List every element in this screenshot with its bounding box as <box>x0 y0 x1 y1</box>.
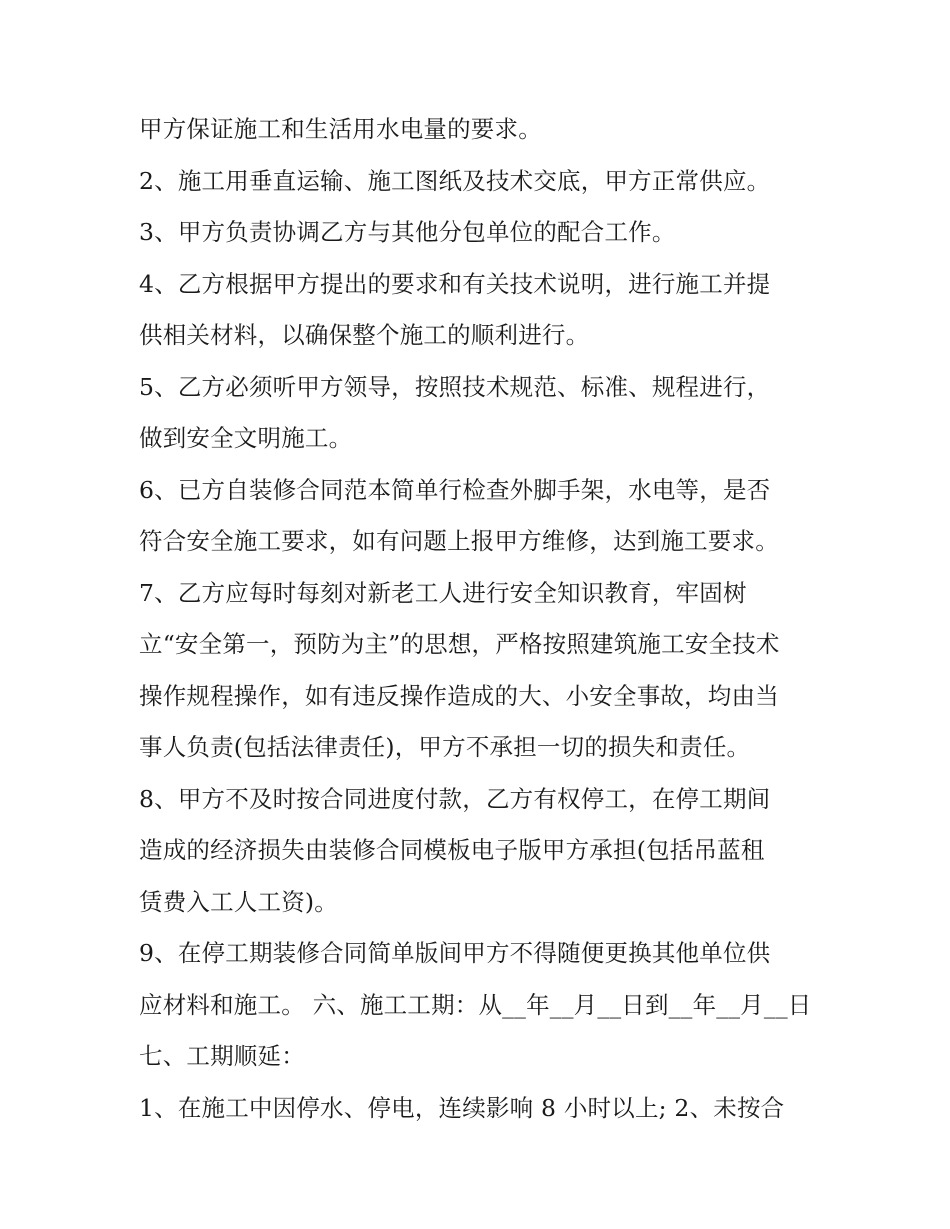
text-line: 造成的经济损失由装修合同模板电子版甲方承担(包括吊蓝租 <box>139 836 765 864</box>
text-line: 事人负责(包括法律责任)，甲方不承担一切的损失和责任。 <box>139 733 751 761</box>
text-line: 9、在停工期装修合同简单版间甲方不得随便更换其他单位供 <box>139 939 771 967</box>
document-body <box>139 104 839 1134</box>
text-line: 供相关材料，以确保整个施工的顺利进行。 <box>139 321 590 349</box>
text-line: 1、在施工中因停水、停电，连续影响 8 小时以上; 2、未按合 <box>139 1093 785 1122</box>
text-line: 应材料和施工。 六、施工工期：从__年__月__日到__年__月__日 <box>139 990 812 1019</box>
text-line: 操作规程操作，如有违反操作造成的大、小安全事故，均由当 <box>139 681 779 710</box>
text-line: 3、甲方负责协调乙方与其他分包单位的配合工作。 <box>139 218 676 246</box>
text-line: 6、已方自装修合同范本简单行检查外脚手架，水电等，是否 <box>139 475 771 504</box>
text-line: 立“安全第一，预防为主”的思想，严格按照建筑施工安全技术 <box>139 630 780 658</box>
text-line: 甲方保证施工和生活用水电量的要求。 <box>139 115 542 143</box>
text-line: 做到安全文明施工。 <box>139 424 353 452</box>
text-line: 2、施工用垂直运输、施工图纸及技术交底，甲方正常供应。 <box>139 166 771 195</box>
text-line: 8、甲方不及时按合同进度付款，乙方有权停工，在停工期间 <box>139 784 771 813</box>
text-line: 4、乙方根据甲方提出的要求和有关技术说明，进行施工并提 <box>139 269 771 298</box>
text-line: 7、乙方应每时每刻对新老工人进行安全知识教育，牢固树 <box>139 578 747 607</box>
text-line: 5、乙方必须听甲方领导，按照技术规范、标准、规程进行， <box>139 372 771 401</box>
text-line: 七、工期顺延： <box>139 1042 305 1070</box>
text-line: 赁费入工人工资)。 <box>139 887 338 916</box>
text-line: 符合安全施工要求，如有问题上报甲方维修，达到施工要求。 <box>139 527 779 555</box>
